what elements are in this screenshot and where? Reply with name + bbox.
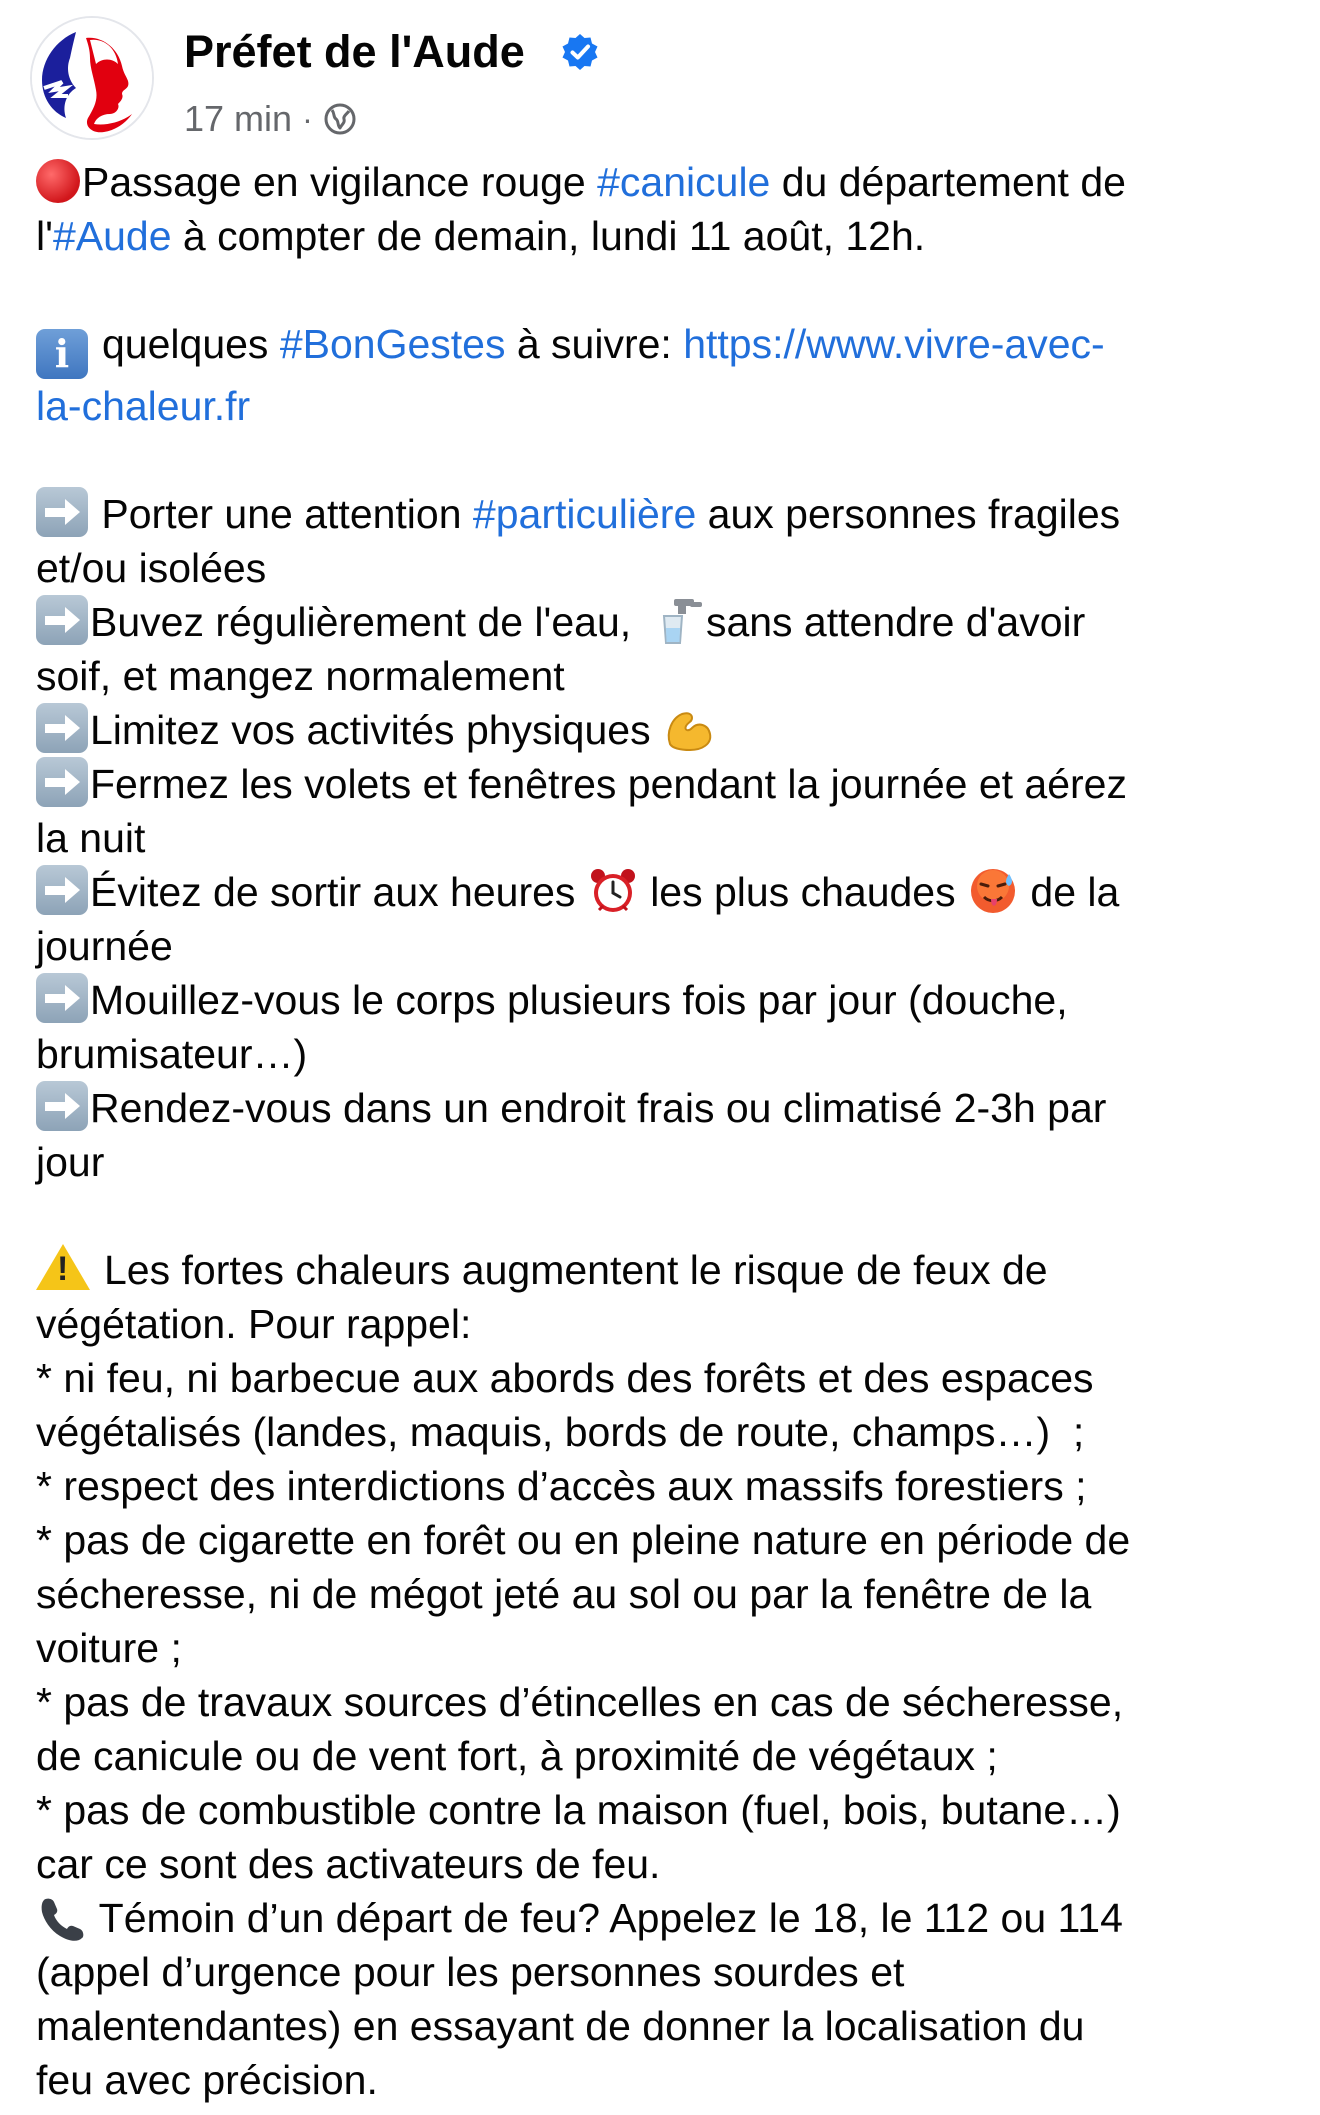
post-text-span: l' (36, 213, 53, 259)
hashtag-link[interactable]: #BonGestes (279, 321, 506, 367)
post-text-span: à suivre: (505, 321, 684, 367)
arrow-right-icon (36, 865, 88, 915)
post-line (36, 1027, 1286, 1081)
post-line (36, 1891, 1286, 1945)
post-timestamp[interactable]: 17 min (184, 98, 293, 139)
arrow-right-icon (36, 595, 88, 645)
post-text-span: végétation. Pour rappel: (36, 1301, 472, 1347)
post-text-span: malentendantes) en essayant de donner la localisation du (36, 2003, 1085, 2049)
post-text-span: Mouillez-vous le corps plusieurs fois par jour (douche, (90, 977, 1068, 1023)
post-line (36, 1945, 1286, 1999)
post-text-span: aux personnes fragiles (696, 491, 1121, 537)
post-line (36, 379, 1286, 433)
blank-line (36, 263, 1286, 317)
telephone-receiver-icon (36, 1892, 88, 1942)
post-text-span: sécheresse, ni de mégot jeté au sol ou par la fenêtre de la (36, 1571, 1092, 1617)
post-line (36, 919, 1286, 973)
page-name[interactable]: Préfet de l'Aude (184, 26, 525, 77)
post-text-span: Limitez vos activités physiques (90, 707, 662, 753)
hot-face-icon (967, 866, 1019, 916)
post-line (36, 1621, 1286, 1675)
post-line (36, 649, 1286, 703)
water-glass-icon (654, 596, 706, 646)
url-link[interactable]: la-chaleur.fr (36, 383, 251, 429)
post-text-span: quelques (102, 321, 280, 367)
page-avatar[interactable] (30, 16, 154, 140)
url-link[interactable]: https://www.vivre-avec- (683, 321, 1105, 367)
arrow-right-icon (36, 703, 88, 753)
hashtag-link[interactable]: #particulière (472, 491, 697, 537)
post-text-span: les plus chaudes (638, 869, 967, 915)
post-text-span: Témoin d’un départ de feu? Appelez le 18, le 112 ou 114 (88, 1895, 1123, 1941)
meta-separator: · (302, 100, 313, 137)
post-text-span: Buvez régulièrement de l'eau, (90, 599, 654, 645)
post-text-span: Porter une attention (90, 491, 473, 537)
post-text-span: car ce sont des activateurs de feu. (36, 1841, 661, 1887)
post-text-span: * pas de travaux sources d’étincelles en cas de sécheresse, (36, 1679, 1124, 1725)
marianne-logo-icon (32, 18, 152, 138)
post-line (36, 1675, 1286, 1729)
post-text-span: * pas de combustible contre la maison (fuel, bois, butane…) (36, 1787, 1121, 1833)
red-circle-icon (36, 159, 80, 203)
warning-icon (36, 1244, 90, 1290)
post-text-span: de la (1019, 869, 1120, 915)
hashtag-link[interactable]: #canicule (597, 159, 771, 205)
post-line (36, 1081, 1286, 1135)
post-text (36, 155, 1286, 2107)
post-line (36, 973, 1286, 1027)
post-line (36, 1459, 1286, 1513)
post-line (36, 1405, 1286, 1459)
post-line (36, 757, 1286, 811)
flexed-biceps-icon (662, 704, 714, 754)
post-line (36, 811, 1286, 865)
post-text-span: soif, et mangez normalement (36, 653, 565, 699)
post-line (36, 1513, 1286, 1567)
post-line (36, 1243, 1286, 1297)
post-line (36, 1297, 1286, 1351)
post-text-span: du département de (770, 159, 1126, 205)
post-text-span: feu avec précision. (36, 2057, 378, 2103)
post-text-span: Passage en vigilance rouge (82, 159, 598, 205)
post-line (36, 1135, 1286, 1189)
post-text-span: Fermez les volets et fenêtres pendant la journée et aérez (90, 761, 1127, 807)
blank-line (36, 1189, 1286, 1243)
post-text-span: végétalisés (landes, maquis, bords de route, champs…) ; (36, 1409, 1085, 1455)
post-text-span: Les fortes chaleurs augmentent le risque de feux de (104, 1247, 1048, 1293)
post-text-span: (appel d’urgence pour les personnes sourdes et (36, 1949, 905, 1995)
post-line (36, 2053, 1286, 2107)
post-line (36, 595, 1286, 649)
globe-icon[interactable] (323, 102, 357, 136)
alarm-clock-icon (587, 866, 639, 916)
post-text-span: sans attendre d'avoir (705, 599, 1086, 645)
post-text-span: Rendez-vous dans un endroit frais ou climatisé 2-3h par (90, 1085, 1107, 1131)
hashtag-link[interactable]: #Aude (52, 213, 172, 259)
post-text-span: journée (36, 923, 173, 969)
post-line (36, 865, 1286, 919)
post-line (36, 209, 1286, 263)
post-text-span: voiture ; (36, 1625, 182, 1671)
post-text-span: Évitez de sortir aux heures (90, 869, 587, 915)
post-text-span: la nuit (36, 815, 146, 861)
arrow-right-icon (36, 1081, 88, 1131)
post-header (30, 16, 1290, 141)
post-line (36, 1567, 1286, 1621)
post-text-span: à compter de demain, lundi 11 août, 12h. (171, 213, 926, 259)
arrow-right-icon (36, 973, 88, 1023)
post-text-span: * ni feu, ni barbecue aux abords des forêts et des espaces (36, 1355, 1094, 1401)
post-text-span: brumisateur…) (36, 1031, 308, 1077)
post-text-span: de canicule ou de vent fort, à proximité de végétaux ; (36, 1733, 998, 1779)
post-line (36, 1837, 1286, 1891)
post-text-span: jour (36, 1139, 105, 1185)
post-line (36, 1999, 1286, 2053)
post-line (36, 317, 1286, 379)
post-line (36, 703, 1286, 757)
post-text-span: * respect des interdictions d’accès aux massifs forestiers ; (36, 1463, 1087, 1509)
verified-badge-icon (560, 32, 600, 72)
arrow-right-icon (36, 757, 88, 807)
blank-line (36, 433, 1286, 487)
post-line (36, 1783, 1286, 1837)
post-text-span: et/ou isolées (36, 545, 267, 591)
post-line (36, 487, 1286, 541)
arrow-right-icon (36, 487, 88, 537)
post-text-span: * pas de cigarette en forêt ou en pleine nature en période de (36, 1517, 1131, 1563)
post-line (36, 1351, 1286, 1405)
post-meta (184, 98, 357, 140)
post-line (36, 155, 1286, 209)
post-line (36, 1729, 1286, 1783)
post-line (36, 541, 1286, 595)
info-icon: i (36, 329, 88, 379)
